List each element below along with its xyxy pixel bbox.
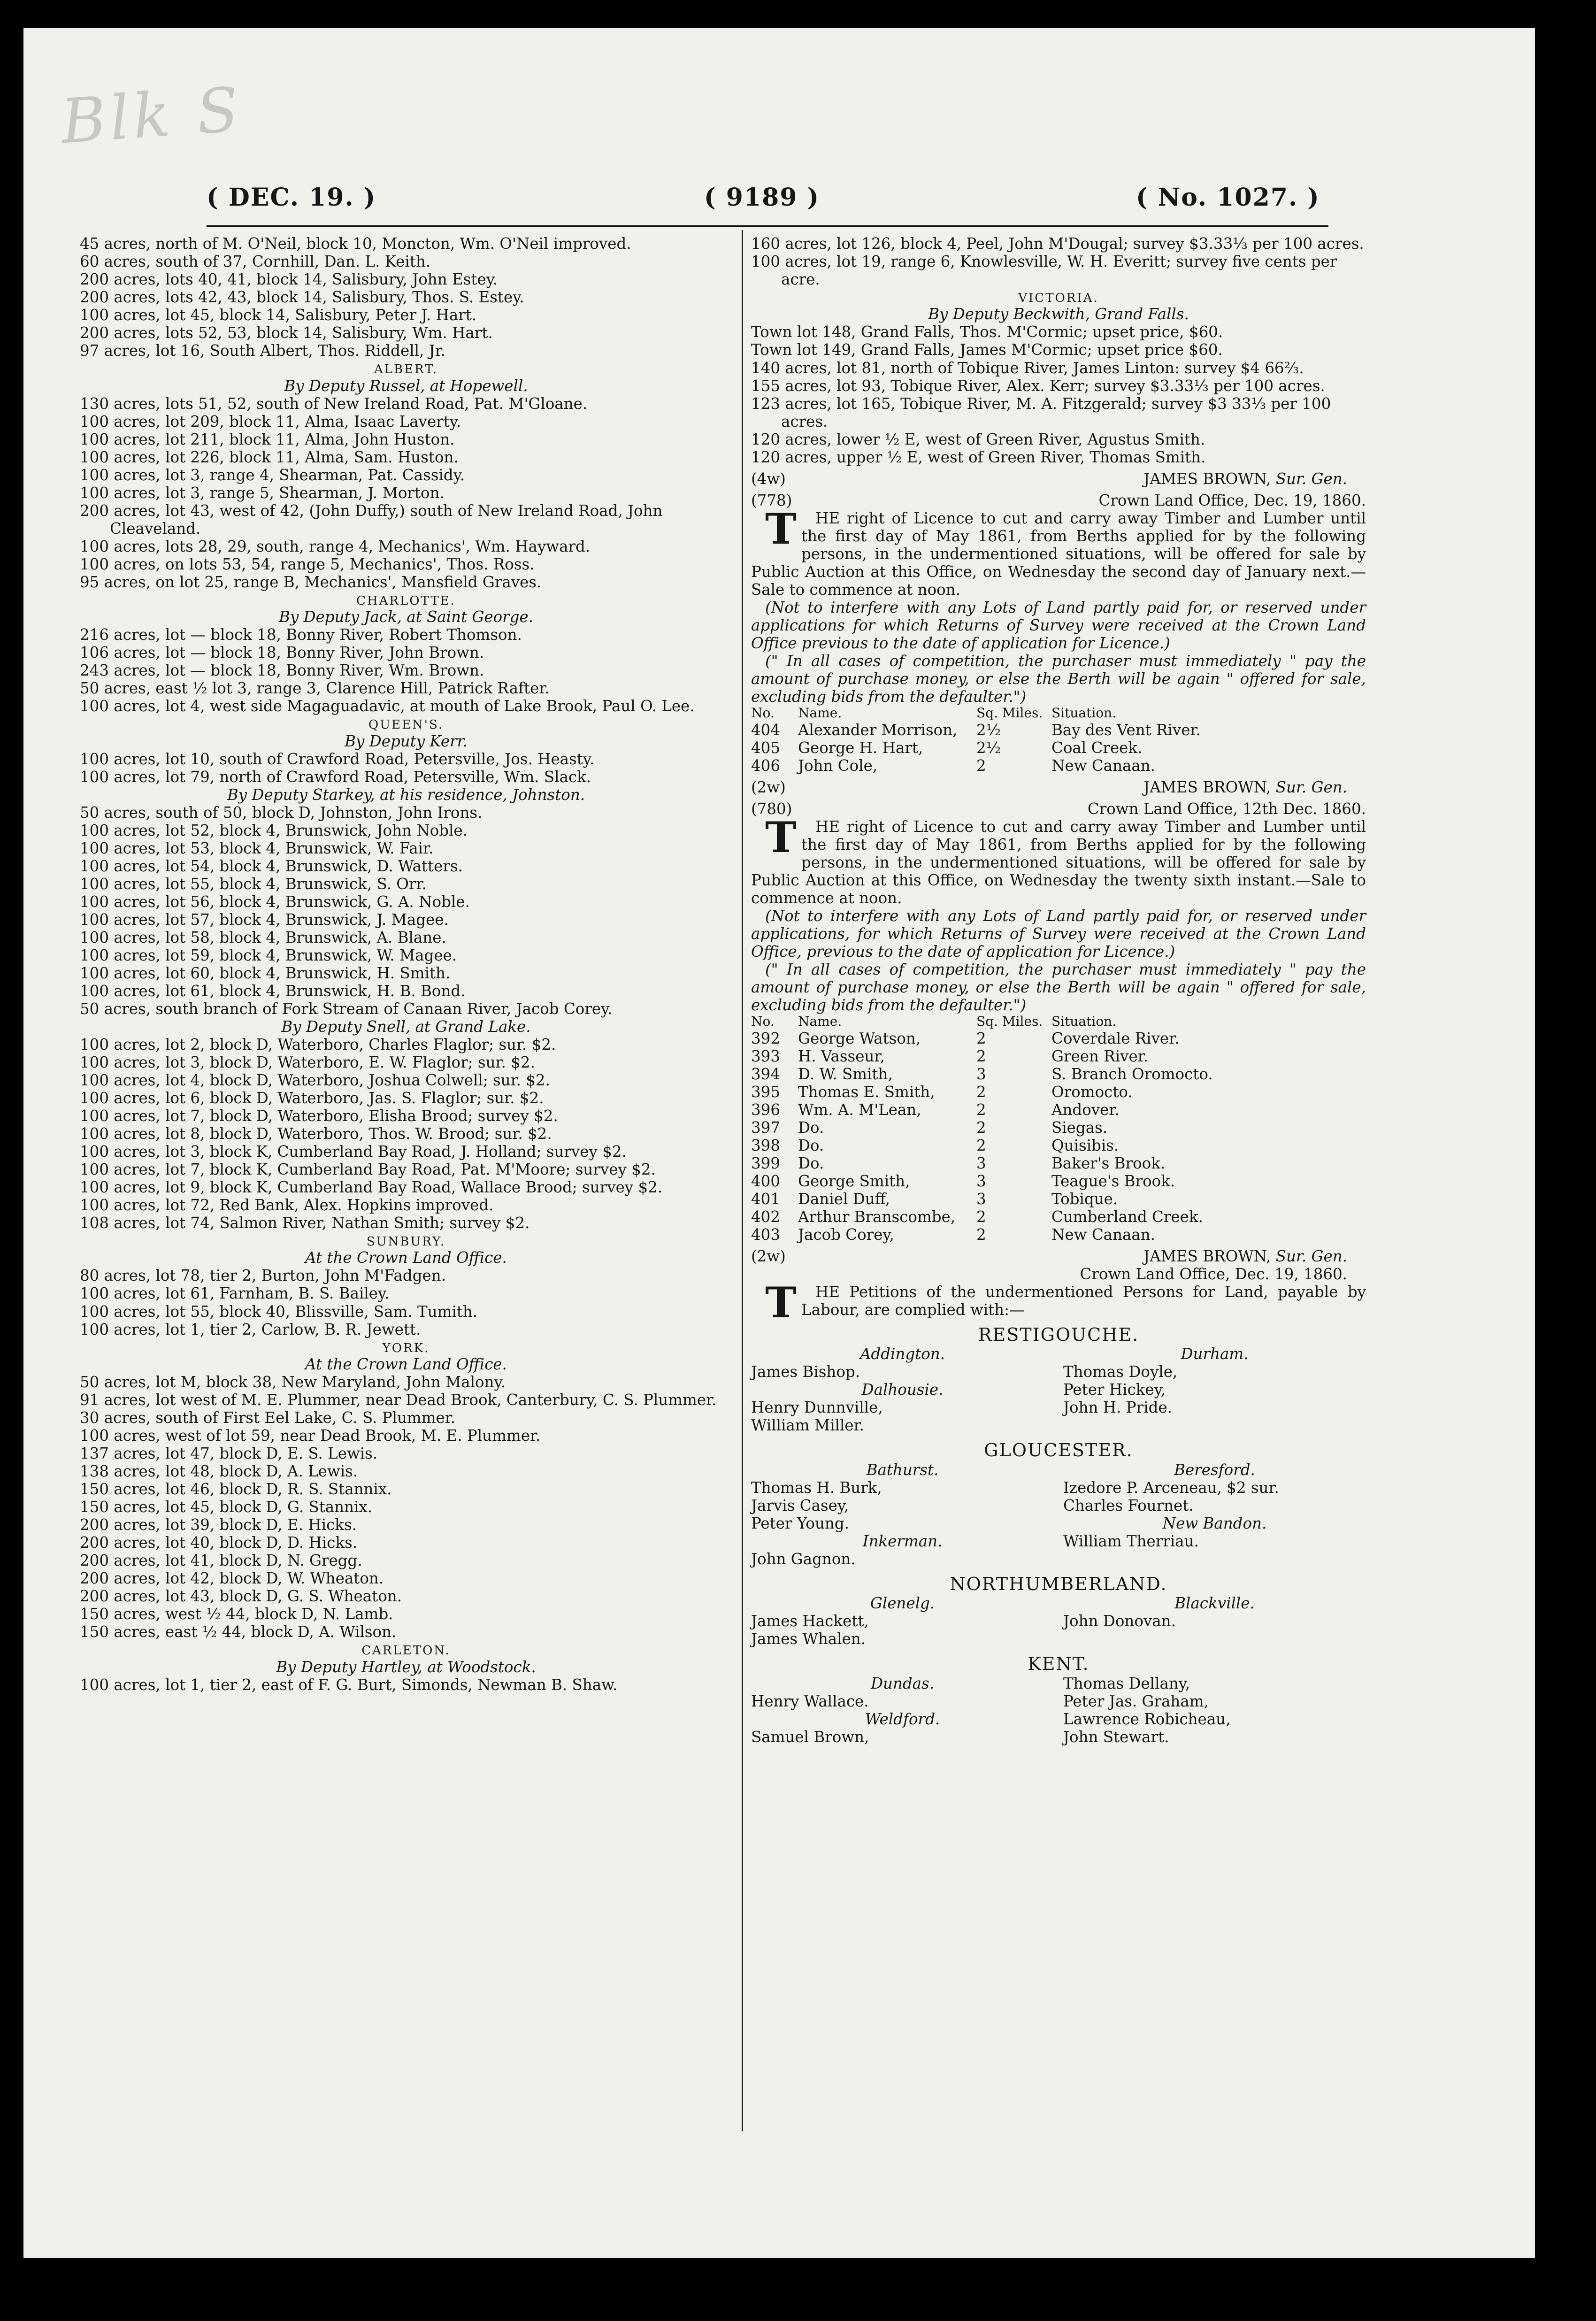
petitioner-name: James Whalen. [751,1630,866,1648]
petitions-text: HE Petitions of the undermentioned Persons for Land, payable by Labour, are complied with:— [801,1283,1366,1319]
petitioner-name: Izedore P. Arceneau, $2 sur. [1063,1478,1279,1497]
cell-name: John Cole, [798,756,878,775]
list-york [80,1373,732,1641]
list-item: 140 acres, lot 81, north of Tobique River, James Linton: survey $4 66⅔. [751,359,1304,377]
petition-list [1063,1461,1366,1568]
petitioner-name: Peter Young. [751,1514,849,1532]
cell-situation: Baker's Brook. [1051,1154,1166,1172]
cell-situation: S. Branch Oromocto. [1051,1065,1213,1083]
col-sq-miles: Sq. Miles. [976,705,1043,721]
list-item: 100 acres, lots 28, 29, south, range 4, Mechanics', Wm. Hayward. [80,537,591,555]
header-page-number: ( 9189 ) [704,183,820,212]
parish-name: Durham. [1181,1345,1249,1363]
cell-no: 399 [751,1154,781,1172]
list-snell [80,1036,732,1232]
list-item: 100 acres, lot 3, range 4, Shearman, Pat. Cassidy. [80,466,465,484]
county-gloucester: GLOUCESTER. [984,1440,1133,1461]
drop-cap: T [765,1277,797,1328]
petitioner-name: Peter Jas. Graham, [1063,1692,1209,1710]
list-item: 100 acres, lot 3, range 5, Shearman, J. Morton. [80,484,445,502]
handwritten-mark: Blk S [59,73,245,158]
deputy-heading-victoria: By Deputy Beckwith, Grand Falls. [928,305,1189,323]
notice-778-condition: (" In all cases of competition, the purchaser must immediately " pay the amount of purchase money, or else the Berth will be again " offered for sale, excluding bids from the defaulter.") [751,652,1366,706]
list-item: 150 acres, lot 46, block D, R. S. Stannix. [80,1480,392,1499]
left-column [80,235,732,1694]
list-item: 100 acres, lot 79, north of Crawford Road, Petersville, Wm. Slack. [80,768,591,786]
cell-situation: Quisibis. [1051,1136,1119,1154]
deputy-heading-snell: By Deputy Snell, at Grand Lake. [281,1017,531,1036]
cell-name: Do. [798,1136,824,1154]
list-item: 120 acres, lower ½ E, west of Green River, Agustus Smith. [751,430,1205,448]
parish-name: Addington. [859,1345,945,1363]
cell-name: George Smith, [798,1172,910,1190]
list-item: 200 acres, lots 52, 53, block 14, Salisbury, Wm. Hart. [80,324,493,342]
list-item: 50 acres, lot M, block 38, New Maryland, John Malony. [80,1373,506,1391]
cell-no: 402 [751,1207,781,1226]
notice-778-proviso: (Not to interfere with any Lots of Land partly paid for, or reserved under applications for which Returns of Survey were received at the Crown Land Office previous to the date of application for Licence.) [751,598,1366,652]
list-item: 155 acres, lot 93, Tobique River, Alex. Kerr; survey $3.33⅓ per 100 acres. [751,377,1325,395]
list-item: Town lot 148, Grand Falls, Thos. M'Cormic; upset price, $60. [751,323,1223,341]
list-item: 138 acres, lot 48, block D, A. Lewis. [80,1462,358,1481]
list-item: 95 acres, on lot 25, range B, Mechanics', Mansfield Graves. [80,573,542,591]
list-top [751,235,1366,288]
list-item: 200 acres, lot 39, block D, E. Hicks. [80,1516,357,1534]
list-queens [80,750,732,786]
list-item: 100 acres, lot 55, block 40, Blissville, Sam. Tumith. [80,1302,478,1321]
list-item: 100 acres, lot 56, block 4, Brunswick, G. A. Noble. [80,892,470,911]
cell-sq-miles: 2 [976,1100,986,1119]
list-item: 100 acres, lot 58, block 4, Brunswick, A. Blane. [80,928,446,946]
list-item: 243 acres, lot — block 18, Bonny River, Wm. Brown. [80,661,484,680]
notice-number: (780) [751,799,792,818]
cell-situation: Teague's Brook. [1051,1172,1175,1190]
list-item: 123 acres, lot 165, Tobique River, M. A. Fitzgerald; survey $3 33⅓ per 100 acres. [751,394,1331,430]
list-item: 160 acres, lot 126, block 4, Peel, John M'Dougal; survey $3.33⅓ per 100 acres. [751,235,1364,253]
parish-name: Weldford. [865,1710,940,1728]
signature-tag: (4w) [751,469,786,488]
petitioner-name: Thomas H. Burk, [751,1478,882,1497]
list-item: 200 acres, lot 40, block D, D. Hicks. [80,1534,358,1552]
kent-names [751,1675,1366,1746]
notice-778-body [751,504,1366,599]
cell-no: 403 [751,1225,781,1244]
list-item: 50 acres, east ½ lot 3, range 3, Clarence Hill, Patrick Rafter. [80,679,550,698]
list-item: 100 acres, lot 8, block D, Waterboro, Thos. W. Brood; sur. $2. [80,1124,552,1143]
cell-name: D. W. Smith, [798,1065,893,1083]
cell-name: George H. Hart, [798,738,923,757]
notice-number: (778) [751,491,792,509]
cell-no: 393 [751,1047,781,1065]
county-northumberland: NORTHUMBERLAND. [950,1573,1167,1594]
table-780 [751,1030,1366,1244]
cell-name: Jacob Corey, [798,1225,894,1244]
petitioner-name: Samuel Brown, [751,1728,869,1746]
cell-no: 401 [751,1190,781,1208]
list-item: 150 acres, west ½ 44, block D, N. Lamb. [80,1605,393,1623]
header-date: ( DEC. 19. ) [207,183,376,212]
list-item: 100 acres, lot 57, block 4, Brunswick, J. Magee. [80,910,449,929]
list-item: 60 acres, south of 37, Cornhill, Dan. L. Keith. [80,253,431,271]
list-charlotte [80,626,732,715]
cell-sq-miles: 3 [976,1172,986,1190]
cell-no: 395 [751,1083,781,1101]
notice-date: Crown Land Office, 12th Dec. 1860. [1087,799,1366,818]
cell-situation: Green River. [1051,1047,1148,1065]
list-item: 130 acres, lots 51, 52, south of New Ireland Road, Pat. M'Gloane. [80,394,588,413]
petitioner-name: Henry Dunnville, [751,1399,883,1417]
deputy-heading-york: At the Crown Land Office. [305,1355,507,1373]
col-name: Name. [798,705,842,721]
signature-name: JAMES BROWN, [1143,1247,1271,1265]
header-issue-number: ( No. 1027. ) [1136,183,1320,212]
list-item: 100 acres, lot 9, block K, Cumberland Bay Road, Wallace Brood; survey $2. [80,1178,663,1196]
petitions-intro [751,1277,1366,1328]
list-item: 80 acres, lot 78, tier 2, Burton, John M'Fadgen. [80,1267,446,1285]
cell-situation: Siegas. [1051,1118,1108,1137]
list-carleton [80,1676,732,1694]
county-heading-queens: QUEEN'S. [368,718,444,732]
cell-situation: Tobique. [1051,1190,1118,1208]
list-item: 100 acres, lot 59, block 4, Brunswick, W. Magee. [80,946,457,964]
col-no: No. [751,1013,775,1029]
list-starkey [80,804,732,1018]
signature-title: Sur. Gen. [1275,1247,1347,1265]
document-page [23,28,1535,2258]
signature-3 [751,1247,1366,1265]
parish-name: Bathurst. [866,1460,939,1479]
list-item: 200 acres, lots 42, 43, block 14, Salisbury, Thos. S. Estey. [80,288,524,307]
cell-no: 392 [751,1029,781,1047]
col-situation: Situation. [1051,1013,1117,1029]
cell-sq-miles: 2 [976,1118,986,1137]
cell-name: Alexander Morrison, [798,721,958,739]
list-item: 100 acres, lot 54, block 4, Brunswick, D. Watters. [80,857,463,875]
cell-sq-miles: 2 [976,1207,986,1226]
cell-name: Do. [798,1154,824,1172]
table-778 [751,721,1366,775]
petitioner-name: John H. Pride. [1063,1399,1172,1417]
notice-text: HE right of Licence to cut and carry away Timber and Lumber until the first day of May 1861, from Berths applied for by the following persons, in the undermentioned situations, will be offered for sale by Public Auction at this Office, on Wednesday the twenty sixth instant.—Sale to commence at noon. [751,817,1366,907]
petitioner-name: John Gagnon. [751,1550,856,1568]
notice-780-condition: (" In all cases of competition, the purchaser must immediately " pay the amount of purchase money, or else the Berth will be again " offered for sale, excluding bids from the defaulter.") [751,960,1366,1014]
signature-2 [751,778,1366,796]
petitioner-name: Peter Hickey, [1063,1381,1166,1399]
list-item: 100 acres, west of lot 59, near Dead Brook, M. E. Plummer. [80,1427,541,1445]
list-item: 97 acres, lot 16, South Albert, Thos. Riddell, Jr. [80,342,445,360]
parish-name: Beresford. [1174,1460,1255,1479]
parish-name: Glenelg. [870,1594,935,1613]
petitioner-name: James Bishop. [751,1363,860,1381]
parish-name: Dundas. [870,1674,935,1692]
cell-no: 405 [751,738,781,757]
list-item: 100 acres, lot 2, block D, Waterboro, Charles Flaglor; sur. $2. [80,1035,556,1053]
cell-sq-miles: 2 [976,1029,986,1047]
signature-title: Sur. Gen. [1275,469,1347,488]
list-item: 216 acres, lot — block 18, Bonny River, Robert Thomson. [80,626,522,644]
petitioner-name: John Stewart. [1063,1728,1169,1746]
col-name: Name. [798,1013,842,1029]
deputy-heading-charlotte: By Deputy Jack, at Saint George. [278,608,534,626]
petition-list [751,1461,1054,1568]
col-situation: Situation. [1051,705,1117,721]
list-item: 200 acres, lot 42, block D, W. Wheaton. [80,1569,384,1588]
county-heading-albert: ALBERT. [374,362,438,377]
list-item: 137 acres, lot 47, block D, E. S. Lewis. [80,1445,378,1463]
list-item: 200 acres, lot 41, block D, N. Gregg. [80,1552,362,1570]
list-item: 100 acres, lot 61, block 4, Brunswick, H. B. Bond. [80,982,466,1000]
list-item: 100 acres, lot 53, block 4, Brunswick, W. Fair. [80,839,434,857]
list-item: 100 acres, lot 4, block D, Waterboro, Joshua Colwell; sur. $2. [80,1071,550,1089]
list-item: 100 acres, lot 211, block 11, Alma, John Huston. [80,430,455,448]
parish-name: Dalhousie. [861,1381,944,1399]
cell-sq-miles: 2 [976,1083,986,1101]
petition-list [1063,1594,1366,1648]
notice-780-header [751,800,1366,818]
notice-778-header [751,492,1366,509]
list-item: 45 acres, north of M. O'Neil, block 10, Moncton, Wm. O'Neil improved. [80,235,631,253]
restigouche-names [751,1345,1366,1434]
signature-tag: (2w) [751,778,786,796]
list-item: 100 acres, lot 19, range 6, Knowlesville, W. H. Everitt; survey five cents per acre. [751,253,1337,289]
deputy-heading-carleton: By Deputy Hartley, at Woodstock. [276,1658,536,1676]
petitioner-name: John Donovan. [1063,1612,1176,1630]
petitioner-name: James Hackett, [751,1612,869,1630]
list-item: 100 acres, lot 7, block D, Waterboro, Elisha Brood; survey $2. [80,1107,558,1125]
cell-name: Daniel Duff, [798,1190,890,1208]
parish-name: Blackville. [1174,1594,1255,1613]
drop-cap: T [765,504,797,554]
list-albert [80,395,732,591]
cell-no: 398 [751,1136,781,1154]
cell-name: Arthur Branscombe, [798,1207,956,1226]
petitioner-name: William Miller. [751,1416,864,1435]
cell-sq-miles: 2½ [976,721,1001,739]
column-divider [742,230,743,2131]
county-kent: KENT. [1028,1653,1090,1675]
list-victoria [751,323,1366,466]
cell-no: 396 [751,1100,781,1119]
list-item: 150 acres, east ½ 44, block D, A. Wilson. [80,1623,397,1641]
county-heading-charlotte: CHARLOTTE. [356,593,456,608]
cell-no: 404 [751,721,781,739]
signature-tag: (2w) [751,1247,786,1265]
county-heading-york: YORK. [382,1341,430,1355]
drop-cap: T [765,812,797,862]
cell-sq-miles: 3 [976,1065,986,1083]
list-item: 100 acres, lot 3, block K, Cumberland Bay Road, J. Holland; survey $2. [80,1142,627,1160]
deputy-heading-sunbury: At the Crown Land Office. [305,1249,507,1267]
deputy-heading-queens: By Deputy Kerr. [345,732,468,750]
list-item: 150 acres, lot 45, block D, G. Stannix. [80,1498,373,1516]
petition-list [751,1675,1054,1746]
cell-no: 406 [751,756,781,775]
list-item: 100 acres, lot 1, tier 2, east of F. G. Burt, Simonds, Newman B. Shaw. [80,1675,618,1694]
list-item: 50 acres, south of 50, block D, Johnston, John Irons. [80,803,483,822]
list-item: 200 acres, lot 43, west of 42, (John Duffy,) south of New Ireland Road, John Cleaveland. [80,501,663,538]
list-item: 50 acres, south branch of Fork Stream of Canaan River, Jacob Corey. [80,999,613,1018]
list-sunbury [80,1267,732,1338]
table-header [751,1014,1366,1030]
cell-name: H. Vasseur, [798,1047,885,1065]
cell-situation: Cumberland Creek. [1051,1207,1203,1226]
list-item: 100 acres, on lots 53, 54, range 5, Mechanics', Thos. Ross. [80,555,535,573]
list-item: 30 acres, south of First Eel Lake, C. S. Plummer. [80,1408,456,1427]
cell-no: 394 [751,1065,781,1083]
list-item: 100 acres, lot 52, block 4, Brunswick, John Noble. [80,821,468,839]
cell-sq-miles: 2 [976,1136,986,1154]
notice-780-body [751,812,1366,907]
list-item: 100 acres, lot 10, south of Crawford Road, Petersville, Jos. Heasty. [80,750,595,768]
cell-situation: Andover. [1051,1100,1120,1119]
cell-no: 397 [751,1118,781,1137]
list-item: 100 acres, lot 7, block K, Cumberland Bay Road, Pat. M'Moore; survey $2. [80,1160,656,1178]
cell-sq-miles: 3 [976,1190,986,1208]
gloucester-names [751,1461,1366,1568]
signature-name: JAMES BROWN, [1143,469,1271,488]
list-item: 100 acres, lot 3, block D, Waterboro, E. W. Flaglor; sur. $2. [80,1053,535,1071]
list-item: 100 acres, lot 61, Farnham, B. S. Bailey. [80,1284,390,1303]
county-heading-victoria: VICTORIA. [1018,291,1099,306]
list-item: Town lot 149, Grand Falls, James M'Cormic; upset price $60. [751,341,1223,359]
northumberland-names [751,1594,1366,1648]
cell-name: Do. [798,1118,824,1137]
table-header [751,706,1366,721]
cell-situation: Bay des Vent River. [1051,721,1201,739]
cell-sq-miles: 2 [976,1225,986,1244]
col-no: No. [751,705,775,721]
petition-list [751,1345,1054,1434]
petition-list [1063,1675,1366,1746]
header-rule [207,225,1328,227]
petitioner-name: Lawrence Robicheau, [1063,1710,1231,1728]
cell-situation: New Canaan. [1051,1225,1156,1244]
cell-situation: Oromocto. [1051,1083,1133,1101]
cell-situation: Coverdale River. [1051,1029,1180,1047]
notice-text: HE right of Licence to cut and carry away Timber and Lumber until the first day of May 1861, from Berths applied for by the following persons, in the undermentioned situations, will be offered for sale by Public Auction at this Office, on Wednesday the second day of January next.—Sale to commence at noon. [751,509,1366,599]
list-item: 100 acres, lot 60, block 4, Brunswick, H. Smith. [80,964,451,982]
list-item: 100 acres, lot 1, tier 2, Carlow, B. R. Jewett. [80,1320,421,1338]
list-item: 120 acres, upper ½ E, west of Green River, Thomas Smith. [751,448,1206,466]
cell-situation: Coal Creek. [1051,738,1143,757]
cell-sq-miles: 2 [976,756,986,775]
list-item: 100 acres, lot 226, block 11, Alma, Sam. Huston. [80,448,459,466]
list-item: 100 acres, lot 209, block 11, Alma, Isaac Laverty. [80,412,461,430]
list-item: 100 acres, lot 4, west side Magaguadavic, at mouth of Lake Brook, Paul O. Lee. [80,697,695,715]
list-item: 100 acres, lot 45, block 14, Salisbury, Peter J. Hart. [80,306,477,324]
petition-list [751,1594,1054,1648]
right-column [751,235,1366,1746]
cell-no: 400 [751,1172,781,1190]
county-heading-carleton: CARLETON. [361,1644,451,1658]
col-sq-miles: Sq. Miles. [976,1013,1043,1029]
petitioner-name: Thomas Dellany, [1063,1674,1190,1692]
petitioner-name: Thomas Doyle, [1063,1363,1178,1381]
cell-name: Wm. A. M'Lean, [798,1100,921,1119]
list-item: 91 acres, lot west of M. E. Plummer, near Dead Brook, Canterbury, C. S. Plummer. [80,1391,717,1409]
parish-name: New Bandon. [1162,1514,1267,1532]
county-heading-sunbury: SUNBURY. [366,1235,446,1249]
notice-date: Crown Land Office, Dec. 19, 1860. [1098,491,1366,509]
petitioner-name: Jarvis Casey, [751,1496,849,1514]
deputy-heading-albert: By Deputy Russel, at Hopewell. [284,377,528,395]
cell-name: George Watson, [798,1029,921,1047]
petitioner-name: Charles Fournet. [1063,1496,1194,1514]
list-item: 100 acres, lot 6, block D, Waterboro, Jas. S. Flaglor; sur. $2. [80,1089,544,1107]
petitions-date: Crown Land Office, Dec. 19, 1860. [1080,1265,1347,1283]
cell-sq-miles: 2 [976,1047,986,1065]
list-item: 200 acres, lot 43, block D, G. S. Wheaton. [80,1587,402,1606]
cell-situation: New Canaan. [1051,756,1156,775]
list-item: 100 acres, lot 72, Red Bank, Alex. Hopkins improved. [80,1196,494,1214]
list-item: 100 acres, lot 55, block 4, Brunswick, S. Orr. [80,875,427,893]
list-intro [80,235,732,360]
county-restigouche: RESTIGOUCHE. [978,1324,1139,1345]
list-item: 108 acres, lot 74, Salmon River, Nathan Smith; survey $2. [80,1214,530,1232]
signature-title: Sur. Gen. [1275,778,1347,796]
signature-1 [751,470,1366,488]
deputy-heading-starkey: By Deputy Starkey, at his residence, Johnston. [227,785,585,804]
petitioner-name: William Therriau. [1063,1532,1199,1550]
list-item: 200 acres, lots 40, 41, block 14, Salisbury, John Estey. [80,270,498,289]
notice-780-proviso: (Not to interfere with any Lots of Land partly paid for, or reserved under applications, for which Returns of Survey were received at the Crown Land Office, previous to the date of application for Licence.) [751,907,1366,961]
list-item: 106 acres, lot — block 18, Bonny River, John Brown. [80,644,484,662]
petition-list [1063,1345,1366,1434]
cell-name: Thomas E. Smith, [798,1083,935,1101]
petitioner-name: Henry Wallace. [751,1692,869,1710]
cell-sq-miles: 3 [976,1154,986,1172]
parish-name: Inkerman. [862,1532,943,1550]
signature-name: JAMES BROWN, [1143,778,1271,796]
cell-sq-miles: 2½ [976,738,1001,757]
